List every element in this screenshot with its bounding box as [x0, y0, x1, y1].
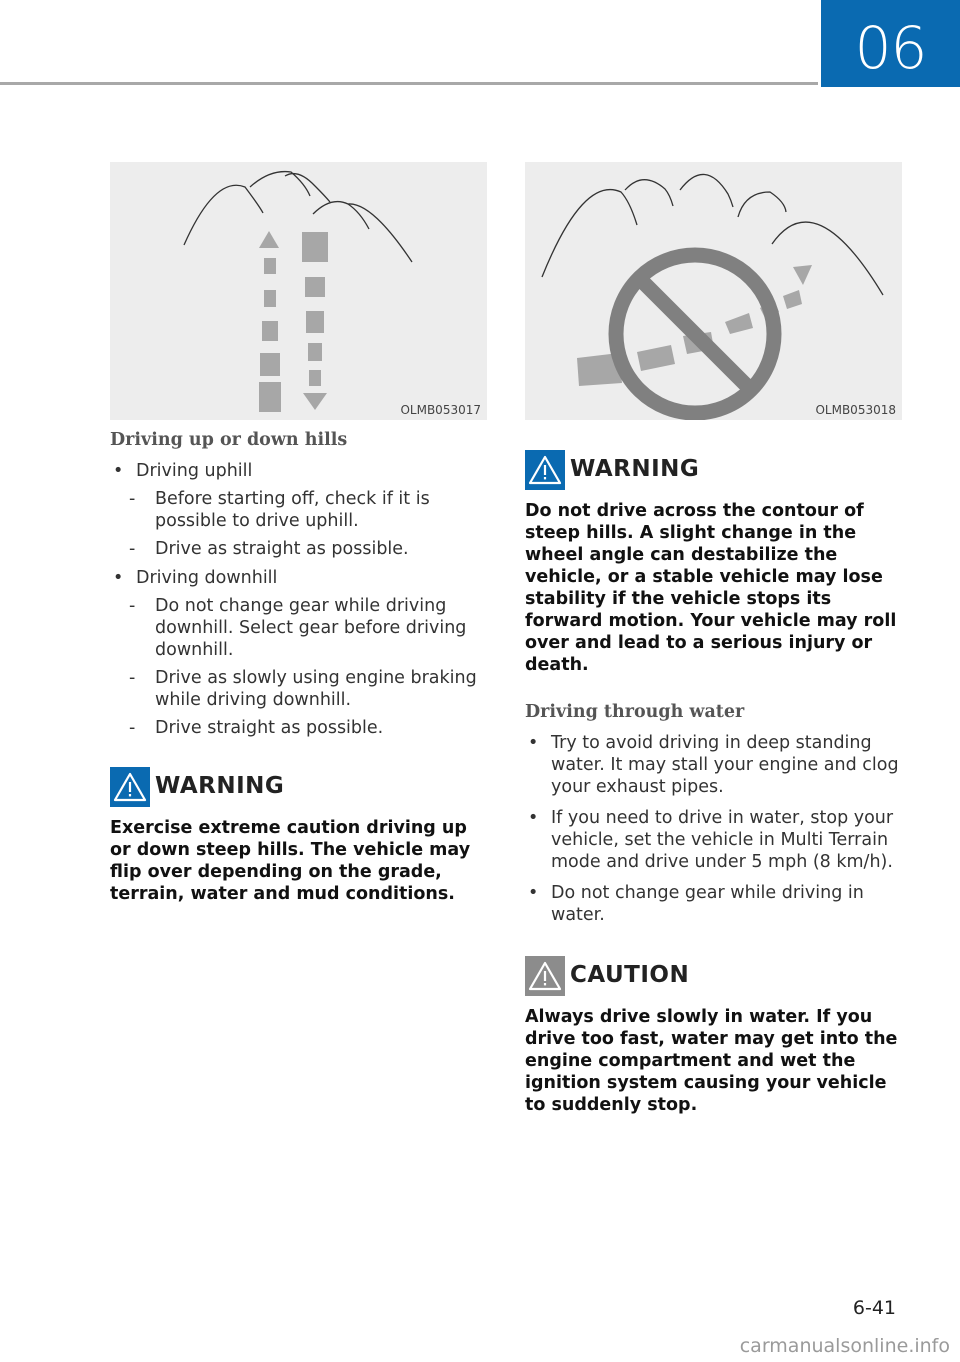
chapter-number-tab: 06 — [821, 0, 960, 87]
right-column — [525, 450, 905, 1116]
warning-label: WARNING — [570, 456, 700, 482]
caution-label: CAUTION — [570, 962, 690, 988]
page-number: 6-41 — [852, 1297, 896, 1319]
warning-text: Do not drive across the contour of steep hills. A slight change in the wheel angle can destabilize the vehicle, or a stable vehicle may lose stability if the vehicle stops its forward motion. Your vehicle may roll over and lead to a serious injury or death. — [525, 501, 897, 675]
water-bullet — [525, 807, 905, 873]
uphill-item — [110, 488, 490, 532]
downhill-item — [110, 595, 490, 661]
bullet-dot: • — [528, 808, 539, 828]
dash-mark: - — [129, 539, 136, 559]
figure-code-label: OLMB053018 — [815, 403, 896, 417]
figure-code-label: OLMB053017 — [400, 403, 481, 417]
prohibited-crossing-illustration — [525, 162, 902, 420]
downhill-item — [110, 717, 490, 739]
dash-text: Before starting off, check if it is possible to drive uphill. — [155, 489, 430, 531]
warning-triangle-icon — [110, 767, 150, 807]
dash-mark: - — [129, 489, 136, 509]
bullet-dot: • — [113, 568, 124, 588]
section-heading-water: Driving through water — [525, 702, 745, 722]
bullet-dot: • — [528, 883, 539, 903]
bullet-text: Do not change gear while driving in water. — [551, 883, 864, 925]
warning-header — [525, 450, 905, 492]
bullet-text: Driving downhill — [136, 568, 278, 588]
hills-arrows-illustration — [110, 162, 487, 420]
bullet-text: If you need to drive in water, stop your vehicle, set the vehicle in Multi Terrain mode and drive under 5 mph (8 km/h). — [551, 808, 894, 872]
header-rule — [0, 82, 818, 85]
warning-text: Exercise extreme caution driving up or down steep hills. The vehicle may flip over depending on the grade, terrain, water and mud conditions. — [110, 818, 471, 904]
dash-text: Drive straight as possible. — [155, 718, 384, 738]
bullet-text: Driving uphill — [136, 461, 253, 481]
warning-header — [110, 767, 490, 809]
caution-text: Always drive slowly in water. If you drive too fast, water may get into the engine compartment and wet the ignition system causing your vehicle to suddenly stop. — [525, 1007, 898, 1115]
dash-text: Drive as slowly using engine braking while driving downhill. — [155, 668, 477, 710]
left-column — [110, 430, 490, 905]
across-contour-figure — [525, 162, 902, 420]
bullet-text: Try to avoid driving in deep standing water. It may stall your engine and clog your exhaust pipes. — [551, 733, 899, 797]
bullet-dot: • — [113, 461, 124, 481]
section-heading-hills: Driving up or down hills — [110, 430, 348, 450]
uphill-downhill-figure — [110, 162, 487, 420]
dash-mark: - — [129, 596, 136, 616]
dash-mark: - — [129, 718, 136, 738]
bullet-dot: • — [528, 733, 539, 753]
caution-triangle-icon — [525, 956, 565, 996]
dash-text: Drive as straight as possible. — [155, 539, 409, 559]
downhill-item — [110, 667, 490, 711]
warning-label: WARNING — [155, 773, 285, 799]
dash-mark: - — [129, 668, 136, 688]
water-bullet — [525, 732, 905, 798]
watermark: carmanualsonline.info — [739, 1335, 950, 1357]
dash-text: Do not change gear while driving downhill. Select gear before driving downhill. — [155, 596, 467, 660]
bullet-driving-uphill — [110, 460, 490, 482]
water-bullet — [525, 882, 905, 926]
uphill-item — [110, 538, 490, 560]
warning-triangle-icon — [525, 450, 565, 490]
bullet-driving-downhill — [110, 567, 490, 589]
caution-header — [525, 956, 905, 998]
